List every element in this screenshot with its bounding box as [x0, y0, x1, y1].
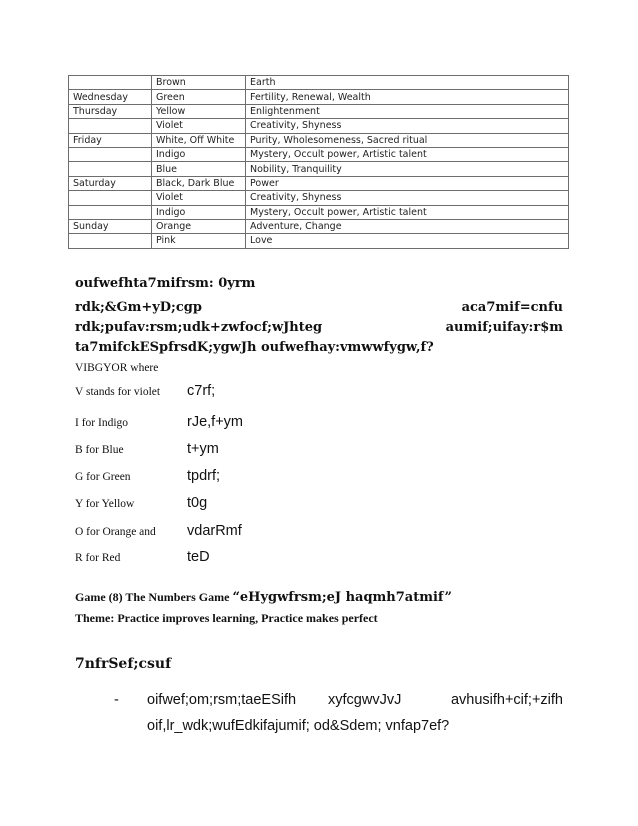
list-item	[75, 520, 495, 544]
color-translation: tpdrf;	[187, 468, 221, 484]
day-cell	[69, 76, 152, 90]
color-translation: c7rf;	[187, 383, 216, 399]
table-row	[69, 234, 569, 248]
color-cell: Violet	[152, 191, 246, 205]
meaning-cell: Love	[246, 234, 569, 248]
table-row	[69, 162, 569, 176]
color-translation: rJe,f+ym	[187, 414, 243, 430]
game-title-english: Game (8) The Numbers Game	[75, 590, 233, 604]
color-cell: Brown	[152, 76, 246, 90]
color-label: B for Blue	[75, 444, 124, 456]
table-row	[69, 119, 569, 133]
color-label: R for Red	[75, 552, 121, 564]
list-item	[75, 546, 495, 570]
bullet-word-1: oifwef;om;rsm;taeESifh	[147, 692, 297, 708]
meaning-cell: Mystery, Occult power, Artistic talent	[246, 205, 569, 219]
table-row	[69, 191, 569, 205]
color-cell: Green	[152, 90, 246, 104]
meaning-cell: Adventure, Change	[246, 219, 569, 233]
day-cell	[69, 191, 152, 205]
meaning-cell: Earth	[246, 76, 569, 90]
color-label: I for Indigo	[75, 417, 129, 429]
paragraph-line-2-right: aumif;uifay:r$m	[445, 320, 563, 335]
list-item	[75, 465, 495, 489]
color-label: O for Orange and	[75, 526, 156, 538]
meaning-cell: Enlightenment	[246, 104, 569, 118]
color-cell: Yellow	[152, 104, 246, 118]
table-row	[69, 104, 569, 118]
game-title-burmese: “eHygwfrsm;eJ haqmh7atmif”	[232, 590, 452, 605]
day-cell: Sunday	[69, 219, 152, 233]
list-item	[75, 492, 495, 516]
day-color-table	[68, 75, 569, 249]
meaning-cell: Creativity, Shyness	[246, 191, 569, 205]
list-item	[75, 411, 495, 435]
list-item	[75, 380, 495, 404]
list-item	[75, 438, 495, 462]
objective-heading: 7nfrSef;csuf	[75, 656, 172, 672]
color-cell: Indigo	[152, 147, 246, 161]
bullet-word-3: avhusifh+cif;+zifh	[450, 692, 563, 708]
bullet-word-2: xyfcgwvJvJ	[328, 692, 402, 708]
color-cell: White, Off White	[152, 133, 246, 147]
color-cell: Black, Dark Blue	[152, 176, 246, 190]
color-cell: Violet	[152, 119, 246, 133]
color-cell: Pink	[152, 234, 246, 248]
table-row	[69, 90, 569, 104]
day-cell: Wednesday	[69, 90, 152, 104]
bullet-line-2: oif,lr_wdk;wufEdkifajumif; od&Sdem; vnfap7ef?	[147, 718, 450, 734]
paragraph-line-3: ta7mifckESpfrsdK;ygwJh oufwefhay:vmwwfygw,f?	[75, 340, 434, 355]
paragraph-line-1-left: rdk;&Gm+yD;cgp	[75, 300, 202, 315]
vibgyor-list	[75, 380, 495, 580]
paragraph-line-1-right: aca7mif=cnfu	[461, 300, 563, 315]
table-row	[69, 76, 569, 90]
meaning-cell: Mystery, Occult power, Artistic talent	[246, 147, 569, 161]
color-translation: teD	[187, 549, 210, 565]
table-row	[69, 147, 569, 161]
color-translation: t+ym	[187, 441, 219, 457]
color-translation: vdarRmf	[187, 523, 242, 539]
game-theme: Theme: Practice improves learning, Practice makes perfect	[75, 611, 378, 625]
day-cell: Saturday	[69, 176, 152, 190]
meaning-cell: Power	[246, 176, 569, 190]
table-row	[69, 219, 569, 233]
color-translation: t0g	[187, 495, 208, 511]
color-cell: Indigo	[152, 205, 246, 219]
section-heading: oufwefhta7mifrsm: 0yrm	[75, 276, 256, 291]
color-label: G for Green	[75, 471, 131, 483]
day-cell	[69, 147, 152, 161]
color-label: Y for Yellow	[75, 498, 135, 510]
meaning-cell: Creativity, Shyness	[246, 119, 569, 133]
day-cell: Thursday	[69, 104, 152, 118]
color-cell: Orange	[152, 219, 246, 233]
day-cell: Friday	[69, 133, 152, 147]
color-cell: Blue	[152, 162, 246, 176]
meaning-cell: Fertility, Renewal, Wealth	[246, 90, 569, 104]
vibgyor-intro: VIBGYOR where	[75, 362, 159, 374]
color-label: V stands for violet	[75, 386, 161, 398]
table-row	[69, 205, 569, 219]
paragraph-line-2-left: rdk;pufav:rsm;udk+zwfocf;wJhteg	[75, 320, 323, 335]
meaning-cell: Nobility, Tranquility	[246, 162, 569, 176]
day-cell	[69, 119, 152, 133]
game-title	[75, 590, 452, 605]
table-row	[69, 133, 569, 147]
meaning-cell: Purity, Wholesomeness, Sacred ritual	[246, 133, 569, 147]
bullet-marker: -	[114, 692, 119, 708]
day-cell	[69, 234, 152, 248]
day-cell	[69, 162, 152, 176]
table-row	[69, 176, 569, 190]
day-cell	[69, 205, 152, 219]
